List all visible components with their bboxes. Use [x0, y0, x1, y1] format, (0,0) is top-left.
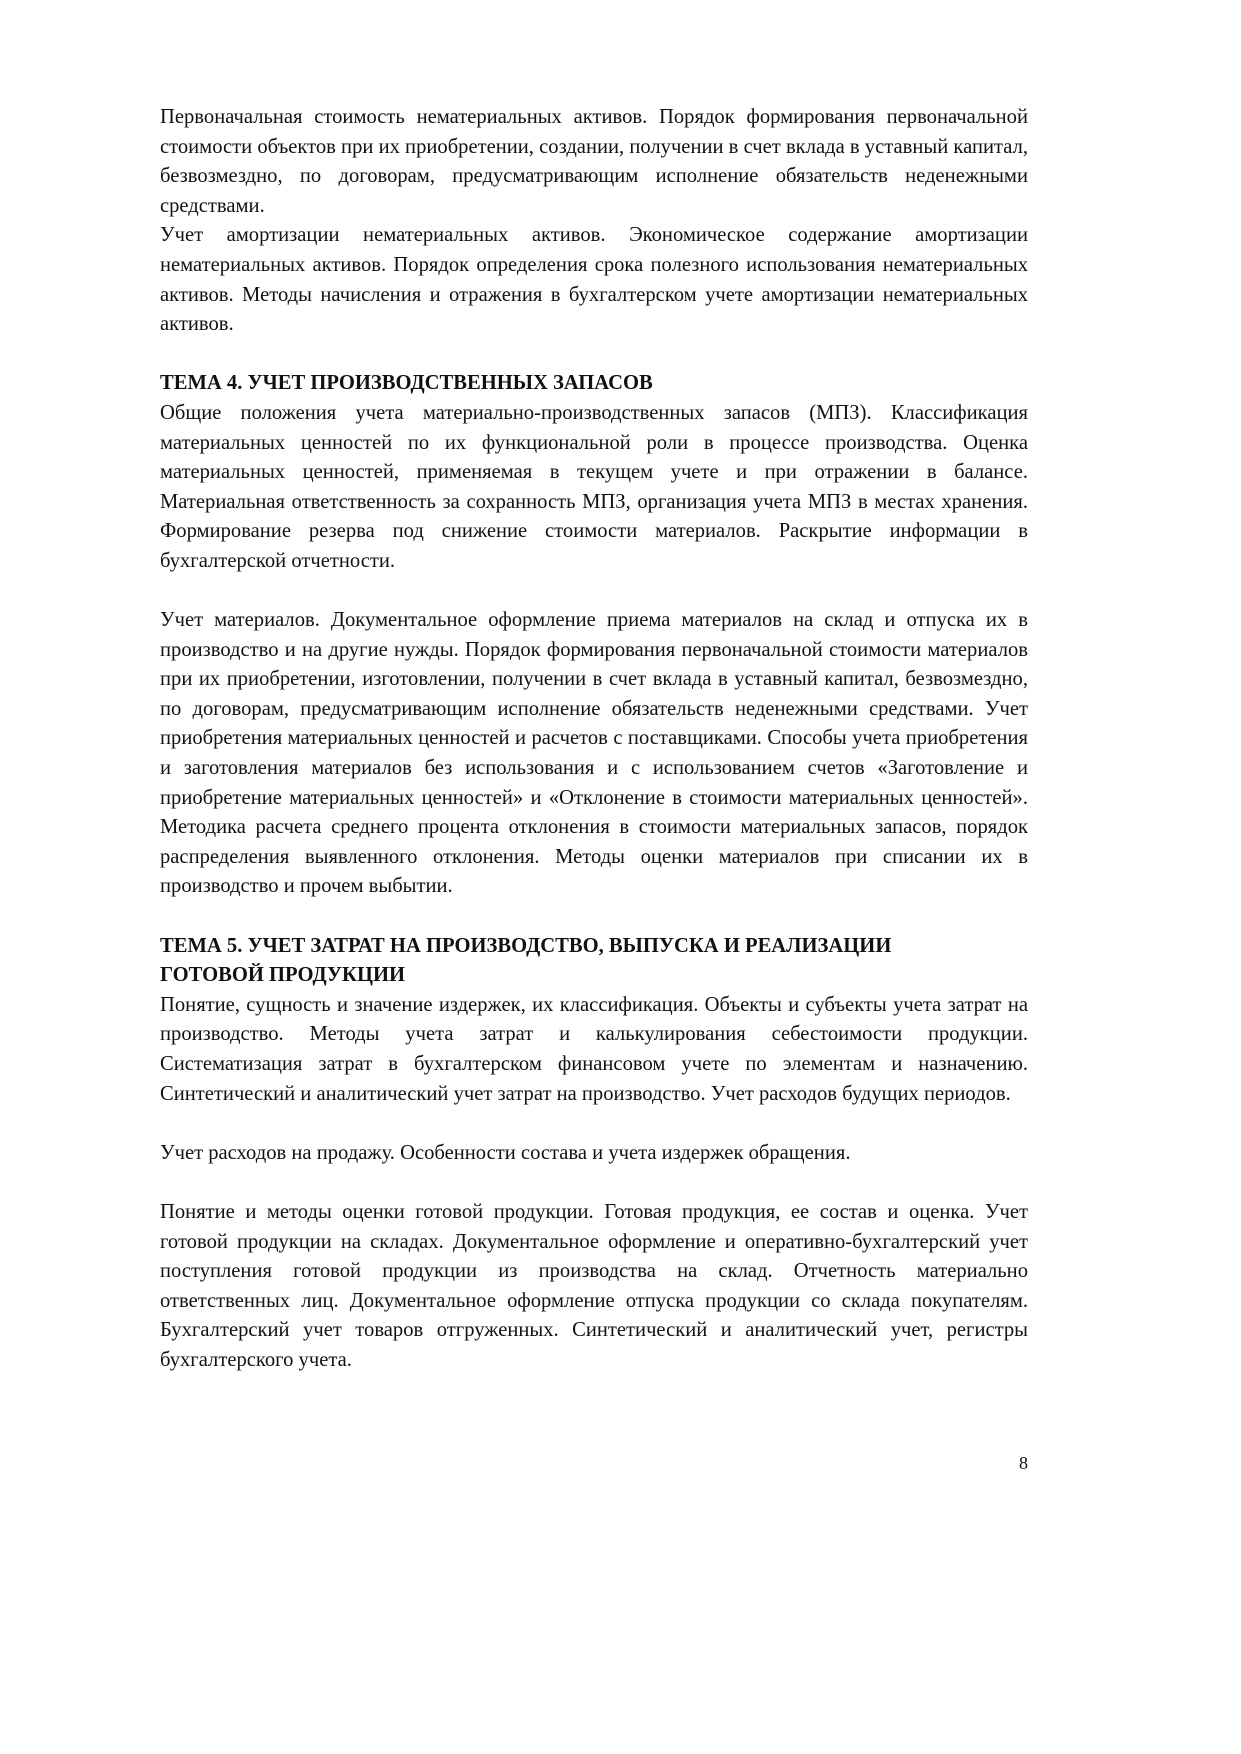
document-page — [160, 103, 1028, 1376]
page-number: 8 — [1019, 1453, 1028, 1473]
paragraph: Учет расходов на продажу. Особенности состава и учета издержек обращения. — [160, 1141, 851, 1164]
paragraph: Общие положения учета материально-производственных запасов (МПЗ). Классификация материальных ценностей по их функциональной роли в процессе производства. Оценка материальных ценностей, применяемая в текущем учете и при отражении в балансе. Материальная ответственность за сохранность МПЗ, организация учета МПЗ в местах хранения. Формирование резерва под снижение стоимости материалов. Раскрытие информации в бухгалтерской отчетности. — [160, 401, 1028, 572]
paragraph: Первоначальная стоимость нематериальных активов. Порядок формирования первоначальной стоимости объектов при их приобретении, создании, получении в счет вклада в уставный капитал, безвозмездно, по договорам, предусматривающим исполнение обязательств неденежными средствами. — [160, 106, 1028, 217]
paragraph: Учет материалов. Документальное оформление приема материалов на склад и отпуска их в производство и на другие нужды. Порядок формирования первоначальной стоимости материалов при их приобретении, изготовлении, получении в счет вклада в уставный капитал, безвозмездно, по договорам, предусматривающим исполнение обязательств неденежными средствами. Учет приобретения материальных ценностей и расчетов с поставщиками. Способы учета приобретения и заготовления материалов без использования и с использованием счетов «Заготовление и приобретение материальных ценностей» и «Отклонение в стоимости материальных ценностей». Методика расчета среднего процента отклонения в стоимости материальных запасов, порядок распределения выявленного отклонения. Методы оценки материалов при списании их в производство и прочем выбытии. — [160, 609, 1028, 898]
section-heading-topic-5: ТЕМА 5. УЧЕТ ЗАТРАТ НА ПРОИЗВОДСТВО, ВЫПУСКА И РЕАЛИЗАЦИИ ГОТОВОЙ ПРОДУКЦИИ — [160, 934, 892, 987]
section-heading-topic-4: ТЕМА 4. УЧЕТ ПРОИЗВОДСТВЕННЫХ ЗАПАСОВ — [160, 372, 653, 395]
paragraph: Понятие и методы оценки готовой продукции. Готовая продукция, ее состав и оценка. Учет готовой продукции на складах. Документальное оформление и оперативно-бухгалтерский учет поступления готовой продукции из производства на склад. Отчетность материально ответственных лиц. Документальное оформление отпуска продукции со склада покупателям. Бухгалтерский учет товаров отгруженных. Синтетический и аналитический учет, регистры бухгалтерского учета. — [160, 1200, 1028, 1371]
paragraph: Учет амортизации нематериальных активов. Экономическое содержание амортизации нематериальных активов. Порядок определения срока полезного использования нематериальных активов. Методы начисления и отражения в бухгалтерском учете амортизации нематериальных активов. — [160, 224, 1028, 336]
paragraph: Понятие, сущность и значение издержек, их классификация. Объекты и субъекты учета затрат на производство. Методы учета затрат и калькулирования себестоимости продукции. Систематизация затрат в бухгалтерском финансовом учете по элементам и назначению. Синтетический и аналитический учет затрат на производство. Учет расходов будущих периодов. — [160, 993, 1028, 1105]
